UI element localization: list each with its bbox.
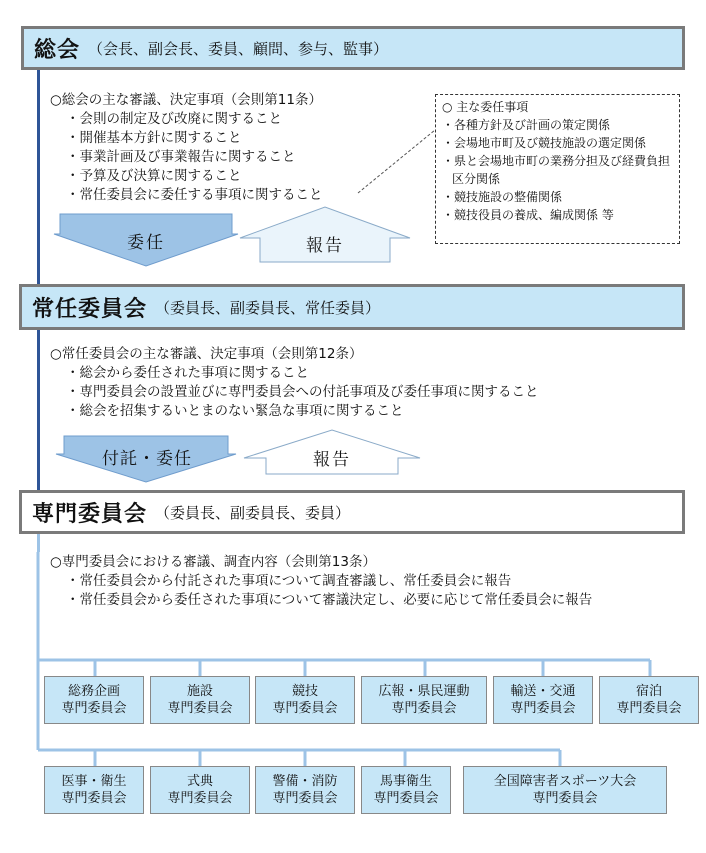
- standing-committee-heading: ○常任委員会の主な審議、決定事項（会則第12条）: [50, 346, 363, 362]
- committee-type: 専門委員会: [391, 701, 457, 716]
- committee-box-medical: [44, 766, 144, 814]
- list-item: ・県と会場地市町の業務分担及び経費負担区分関係: [442, 154, 671, 186]
- committee-name: 宿泊: [635, 684, 662, 699]
- committee-type: 専門委員会: [373, 791, 439, 806]
- committee-type: 専門委員会: [272, 701, 338, 716]
- delegated-dash-line: [358, 130, 435, 193]
- delegate-arrow-label: 委任: [127, 233, 165, 253]
- committee-name: 医事・衛生: [61, 774, 127, 789]
- committee-box-transport: [493, 676, 593, 724]
- general-assembly-title: 総会: [34, 37, 81, 63]
- expert-committee-header: [19, 490, 685, 534]
- committee-name: 輸送・交通: [510, 684, 576, 699]
- committee-name: 警備・消防: [272, 774, 338, 789]
- committee-name: 馬事衛生: [379, 774, 432, 789]
- committee-name: 競技: [291, 684, 318, 699]
- delegated-heading: ○ 主な委任事項: [442, 100, 529, 114]
- committee-box-accommodation: [599, 676, 699, 724]
- committee-type: 専門委員会: [61, 791, 127, 806]
- list-item: ・競技役員の養成、編成関係 等: [442, 208, 614, 222]
- delegated-matters-box: [435, 94, 680, 244]
- committee-box-equine-hygiene: [361, 766, 451, 814]
- list-item: ・開催基本方針に関すること: [66, 130, 242, 146]
- committee-name: 式典: [186, 774, 213, 789]
- expert-committee-title: 専門委員会: [32, 501, 148, 527]
- committee-name: 広報・県民運動: [378, 684, 470, 699]
- general-assembly-matters: [50, 91, 323, 205]
- list-item: ・会則の制定及び改廃に関すること: [66, 111, 282, 127]
- report-arrow-label-2: 報告: [313, 450, 351, 470]
- list-item: ・総会を招集するいとまのない緊急な事項に関すること: [66, 403, 404, 419]
- committee-box-para-sports: [463, 766, 667, 814]
- list-item: ・事業計画及び事業報告に関すること: [66, 149, 296, 165]
- list-item: ・会場地市町及び競技施設の選定関係: [442, 136, 647, 150]
- committee-type: 専門委員会: [510, 701, 576, 716]
- committee-type: 専門委員会: [61, 701, 127, 716]
- committee-name: 施設: [186, 684, 213, 699]
- standing-committee-title: 常任委員会: [32, 296, 148, 322]
- standing-committee-subtitle: （委員長、副委員長、常任委員）: [155, 298, 381, 317]
- committee-name: 総務企画: [67, 684, 120, 699]
- expert-committee-heading: ○専門委員会における審議、調査内容（会則第13条）: [50, 554, 376, 570]
- list-item: ・各種方針及び計画の策定関係: [442, 118, 611, 132]
- list-item: ・予算及び決算に関すること: [66, 168, 242, 184]
- committee-box-competition: [255, 676, 355, 724]
- committee-type: 専門委員会: [532, 791, 598, 806]
- committee-type: 専門委員会: [167, 701, 233, 716]
- committee-box-general-planning: [44, 676, 144, 724]
- standing-committee-matters: [50, 345, 539, 421]
- list-item: ・常任委員会に委任する事項に関すること: [66, 187, 323, 203]
- committee-box-ceremony: [150, 766, 250, 814]
- committee-name: 全国障害者スポーツ大会: [493, 774, 637, 789]
- list-item: ・競技施設の整備関係: [442, 190, 563, 204]
- general-assembly-heading: ○総会の主な審議、決定事項（会則第11条）: [50, 92, 322, 108]
- expert-committee-matters: [50, 553, 592, 610]
- entrust-arrow-label: 付託・委任: [102, 449, 192, 469]
- committee-box-security: [255, 766, 355, 814]
- report-arrow-label: 報告: [306, 236, 344, 256]
- list-item: ・専門委員会の設置並びに専門委員会への付託事項及び委任事項に関すること: [66, 384, 539, 400]
- committee-type: 専門委員会: [272, 791, 338, 806]
- committee-type: 専門委員会: [616, 701, 682, 716]
- list-item: ・常任委員会から付託された事項について調査審議し、常任委員会に報告: [66, 573, 512, 589]
- expert-committee-subtitle: （委員長、副委員長、委員）: [155, 503, 351, 522]
- list-item: ・総会から委任された事項に関すること: [66, 365, 309, 381]
- committee-type: 専門委員会: [167, 791, 233, 806]
- general-assembly-subtitle: （会長、副会長、委員、顧問、参与、監事）: [88, 39, 389, 58]
- list-item: ・常任委員会から委任された事項について審議決定し、必要に応じて常任委員会に報告: [66, 592, 593, 608]
- committee-box-facilities: [150, 676, 250, 724]
- committee-box-public-relations: [361, 676, 487, 724]
- general-assembly-header: [21, 26, 685, 70]
- standing-committee-header: [19, 284, 685, 330]
